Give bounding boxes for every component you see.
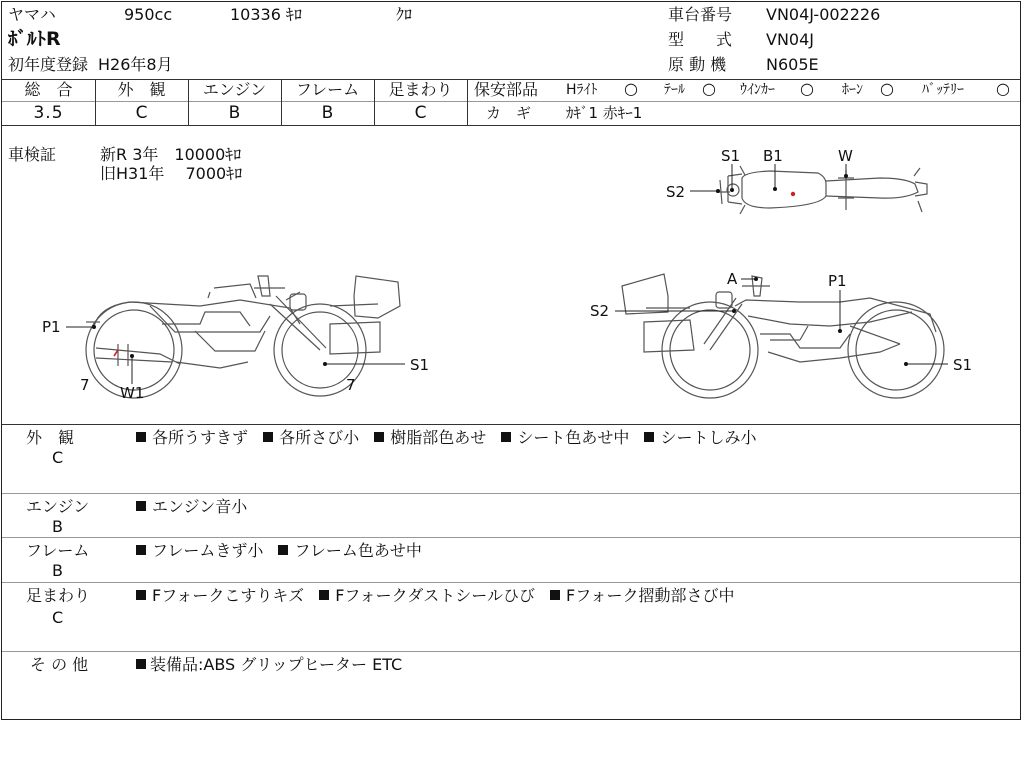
note-grade-suspension: C	[52, 608, 64, 627]
first-registration-value: H26年8月	[98, 55, 173, 74]
grade-header-exterior: 外 観	[117, 80, 166, 99]
note-item: Fフォークダストシールひび	[335, 586, 535, 605]
grade-header-engine: エンジン	[202, 80, 267, 99]
displacement: 950cc	[124, 5, 173, 24]
color: ｸﾛ	[396, 5, 413, 24]
damage-diagram	[0, 126, 1020, 424]
grade-value-engine: B	[228, 103, 241, 123]
mileage: 10336 ｷﾛ	[230, 5, 302, 24]
safety-tail-mark: ○	[702, 79, 716, 98]
note-items-suspension	[136, 587, 734, 605]
label-s1-right: S1	[953, 356, 973, 374]
label-b1: B1	[763, 147, 783, 165]
divider	[2, 424, 1020, 425]
note-item: シートしみ小	[660, 428, 757, 447]
divider	[2, 651, 1020, 652]
divider	[2, 582, 1020, 583]
note-item: フレームきず小	[152, 541, 264, 560]
label-w1: W1	[120, 384, 145, 402]
model-type-label: 型 式	[668, 30, 733, 49]
label-a: A	[727, 270, 738, 288]
frame-number-label: 車台番号	[668, 5, 733, 24]
key-value: ｶｷﾞ1 赤ｷｰ1	[566, 104, 643, 122]
note-item: エンジン音小	[152, 497, 248, 516]
label-p1-right: P1	[828, 272, 847, 290]
bike-top-view	[716, 166, 927, 214]
maker: ヤマハ	[8, 5, 56, 24]
safety-battery: ﾊﾞｯﾃﾘｰ	[922, 82, 964, 98]
inspection-new: 新R 3年 10000ｷﾛ	[100, 145, 242, 164]
grade-value-exterior: C	[135, 103, 148, 123]
model-type-value: VN04J	[766, 30, 814, 49]
label-7-left: 7	[80, 376, 90, 394]
label-s1-top: S1	[721, 147, 741, 165]
safety-battery-mark: ○	[996, 79, 1010, 98]
grade-value-overall: 3.5	[33, 103, 64, 123]
safety-label: 保安部品	[474, 80, 539, 99]
note-item: 装備品:ABS グリップヒーター ETC	[150, 655, 403, 674]
safety-headlight: Hﾗｲﾄ	[566, 82, 598, 98]
note-item: Fフォーク摺動部さび中	[566, 586, 735, 605]
divider	[2, 493, 1020, 494]
note-items-frame	[136, 542, 422, 560]
note-item: 各所うすきず	[152, 428, 249, 447]
label-7-right: 7	[346, 376, 356, 394]
grade-value-frame: B	[321, 103, 334, 123]
safety-tail: ﾃｰﾙ	[664, 82, 685, 98]
label-p1-left: P1	[42, 318, 61, 336]
label-s2-top: S2	[666, 183, 686, 201]
note-item: 各所さび小	[279, 428, 360, 447]
note-grade-exterior: C	[52, 448, 64, 467]
note-category-exterior: 外 観	[26, 428, 75, 447]
label-s1-left: S1	[410, 356, 430, 374]
note-category-frame: フレーム	[26, 541, 90, 560]
divider	[467, 79, 468, 125]
grade-header-overall: 総 合	[24, 80, 73, 99]
divider	[2, 537, 1020, 538]
grade-header-suspension: 足まわり	[388, 80, 453, 99]
divider	[468, 101, 1020, 102]
note-item: 樹脂部色あせ	[390, 428, 487, 447]
label-w-top: W	[838, 147, 853, 165]
inspection-label: 車検証	[8, 145, 57, 164]
note-item: フレーム色あせ中	[294, 541, 422, 560]
note-grade-frame: B	[52, 561, 63, 580]
note-category-engine: エンジン	[26, 497, 90, 516]
note-items-other	[136, 656, 402, 674]
divider	[2, 101, 468, 102]
bike-top-view-labels	[666, 147, 853, 201]
safety-winker-mark: ○	[800, 79, 814, 98]
note-grade-engine: B	[52, 517, 63, 536]
frame-number-value: VN04J-002226	[766, 5, 881, 24]
safety-winker: ｳｲﾝｶｰ	[740, 82, 775, 98]
key-label: カ ギ	[486, 104, 532, 122]
model-name: ﾎﾞﾙﾄR	[8, 28, 61, 50]
bike-left-view-labels	[42, 318, 429, 402]
first-registration-label: 初年度登録	[8, 55, 89, 74]
engine-model-label: 原 動 機	[668, 55, 727, 74]
note-item: シート色あせ中	[517, 428, 630, 447]
label-s2-right: S2	[590, 302, 610, 320]
safety-horn: ﾎｰﾝ	[842, 82, 863, 98]
note-item: Fフォークこすりキズ	[152, 586, 305, 605]
note-items-engine	[136, 498, 247, 516]
bike-right-view	[622, 274, 944, 398]
note-items-exterior	[136, 429, 756, 447]
grade-value-suspension: C	[414, 103, 427, 123]
safety-horn-mark: ○	[880, 79, 894, 98]
engine-model-value: N605E	[766, 55, 819, 74]
grade-header-frame: フレーム	[295, 80, 360, 99]
safety-headlight-mark: ○	[624, 79, 638, 98]
inspection-old: 旧H31年 7000ｷﾛ	[100, 164, 243, 183]
note-category-suspension: 足まわり	[26, 586, 91, 605]
note-category-other: そ の 他	[30, 655, 89, 674]
